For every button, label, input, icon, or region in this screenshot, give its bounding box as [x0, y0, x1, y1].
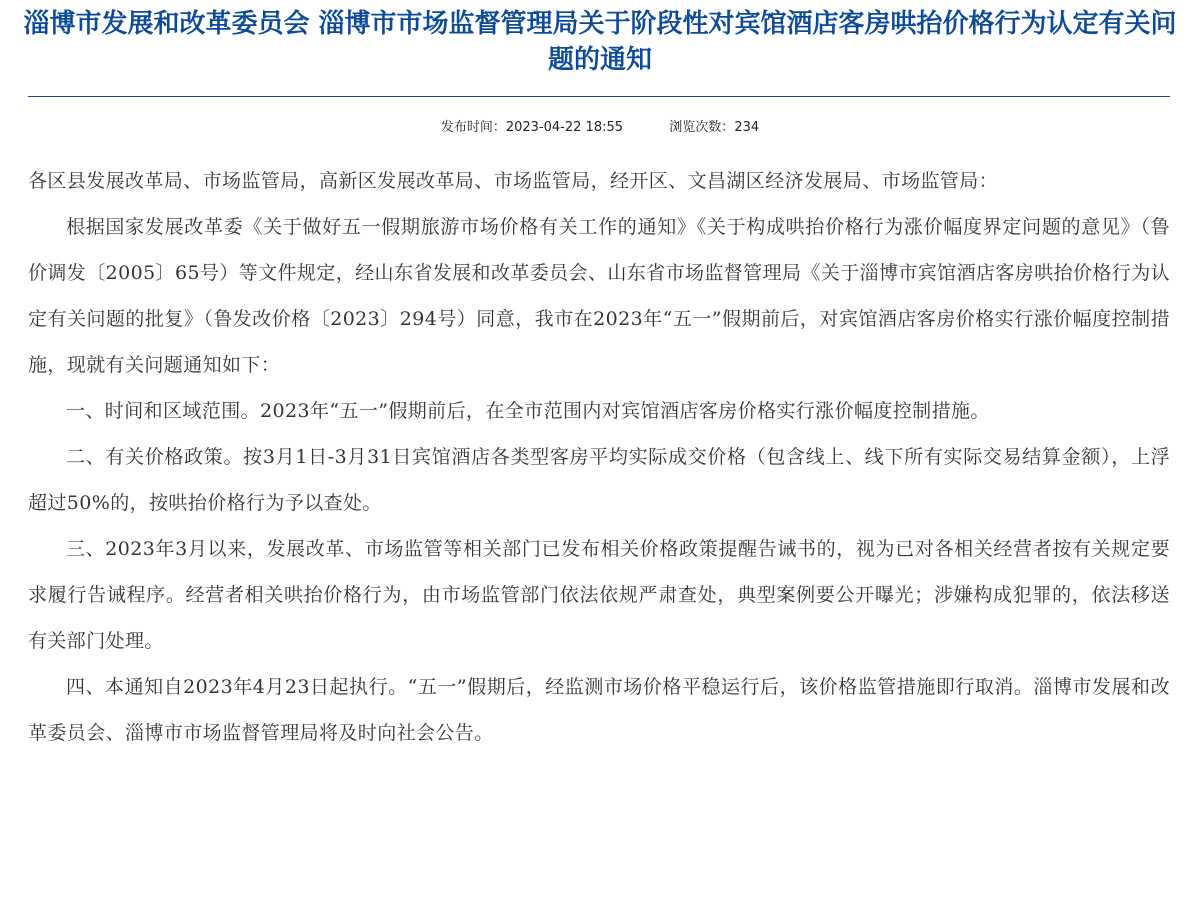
publish-time-value: 2023-04-22 18:55 [505, 120, 624, 135]
scope-paragraph: 一、时间和区域范围。2023年“五一”假期前后，在全市范围内对宾馆酒店客房价格实行涨价幅度控制措施。 [66, 400, 990, 422]
basis-paragraph: 根据国家发展改革委《关于做好五一假期旅游市场价格有关工作的通知》《关于构成哄抬价格行为涨价幅度界定问题的意见》（鲁价调发〔2005〕65号）等文件规定，经山东省发展和改革委员会、山东省市场监督管理局《关于淄博市宾馆酒店客房哄抬价格行为认定有关问题的批复》（鲁发改价格〔2023〕294号）同意，我市在2023年“五一”假期前后，对宾馆酒店客房价格实行涨价幅度控制措施，现就有关问题通知如下： [28, 216, 1170, 376]
view-count-value: 234 [734, 120, 760, 135]
policy-paragraph: 二、有关价格政策。按3月1日-3月31日宾馆酒店各类型客房平均实际成交价格（包含线上、线下所有实际交易结算金额），上浮超过50%的，按哄抬价格行为予以查处。 [28, 446, 1170, 514]
view-count-label: 浏览次数： [669, 120, 735, 135]
view-count [669, 118, 759, 138]
warning-paragraph: 三、2023年3月以来，发展改革、市场监管等相关部门已发布相关价格政策提醒告诫书的，视为已对各相关经营者按有关规定要求履行告诫程序。经营者相关哄抬价格行为，由市场监管部门依法依规严肃查处，典型案例要公开曝光；涉嫌构成犯罪的，依法移送有关部门处理。 [28, 538, 1170, 652]
effective-paragraph: 四、本通知自2023年4月23日起执行。“五一”假期后，经监测市场价格平稳运行后，该价格监管措施即行取消。淄博市发展和改革委员会、淄博市市场监督管理局将及时向社会公告。 [28, 676, 1170, 744]
document-meta [0, 118, 1200, 138]
document-title: 淄博市发展和改革委员会 淄博市市场监督管理局关于阶段性对宾馆酒店客房哄抬价格行为认定有关问题的通知 [23, 9, 1177, 75]
document-body [28, 158, 1170, 756]
publish-time [441, 118, 623, 138]
title-divider [28, 96, 1170, 97]
publish-time-label: 发布时间： [440, 120, 506, 135]
recipient-paragraph: 各区县发展改革局、市场监管局，高新区发展改革局、市场监管局，经开区、文昌湖区经济发展局、市场监管局： [28, 170, 999, 192]
